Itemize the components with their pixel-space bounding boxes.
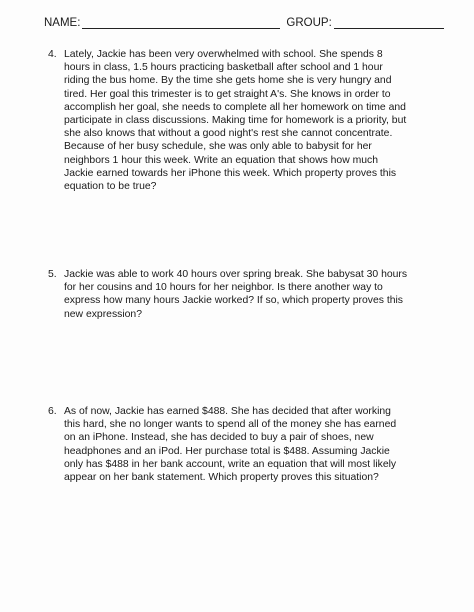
worksheet-header <box>44 16 444 29</box>
question-line: express how many hours Jackie worked? If so, which property proves this <box>64 295 403 307</box>
question-line: accomplish her goal, she needs to complete all her homework on time and <box>64 101 406 113</box>
question-line: hours in class, 1.5 hours practicing basketball after school and 1 hour <box>64 62 383 74</box>
question-6 <box>48 405 414 484</box>
question-line: Jackie earned towards her iPhone this week. Which property proves this <box>64 167 397 179</box>
question-line: equation to be true? <box>64 181 157 193</box>
question-line: headphones and an iPod. Her purchase total is $488. Assuming Jackie <box>64 445 390 457</box>
question-line: she also knows that without a good night's rest she cannot concentrate. <box>64 128 393 140</box>
question-number: 6. <box>48 406 57 417</box>
question-line: neighbors 1 hour this week. Write an equation that shows how much <box>64 154 379 166</box>
question-line: appear on her bank statement. Which property proves this situation? <box>64 472 379 484</box>
question-line: this hard, she no longer wants to spend all of the money she has earned <box>64 419 397 431</box>
group-label: GROUP: <box>286 17 332 29</box>
question-line: only has $488 in her bank account, write an equation that will most likely <box>64 458 397 470</box>
question-line: tired. Her goal this trimester is to get straight A's. She knows in order to <box>64 88 391 100</box>
question-line: Because of her busy schedule, she was only able to babysit for her <box>64 141 372 153</box>
question-line: riding the bus home. By the time she gets home she is very hungry and <box>64 75 392 87</box>
question-line: for her cousins and 10 hours for her neighbor. Is there another way to <box>64 282 383 294</box>
question-line: As of now, Jackie has earned $488. She has decided that after working <box>64 406 391 417</box>
question-line: on an iPhone. Instead, she has decided to buy a pair of shoes, new <box>64 432 374 444</box>
question-line: new expression? <box>64 308 142 320</box>
question-number: 5. <box>48 269 57 280</box>
name-label: NAME: <box>44 17 81 29</box>
question-4 <box>48 48 414 193</box>
group-blank-line <box>334 16 444 29</box>
question-line: Lately, Jackie has been very overwhelmed with school. She spends 8 <box>64 49 383 60</box>
question-line: participate in class discussions. Making time for homework is a priority, but <box>64 115 407 127</box>
question-line: Jackie was able to work 40 hours over spring break. She babysat 30 hours <box>64 269 408 280</box>
question-number: 4. <box>48 49 57 60</box>
name-blank-line <box>82 16 280 29</box>
question-5 <box>48 268 414 321</box>
